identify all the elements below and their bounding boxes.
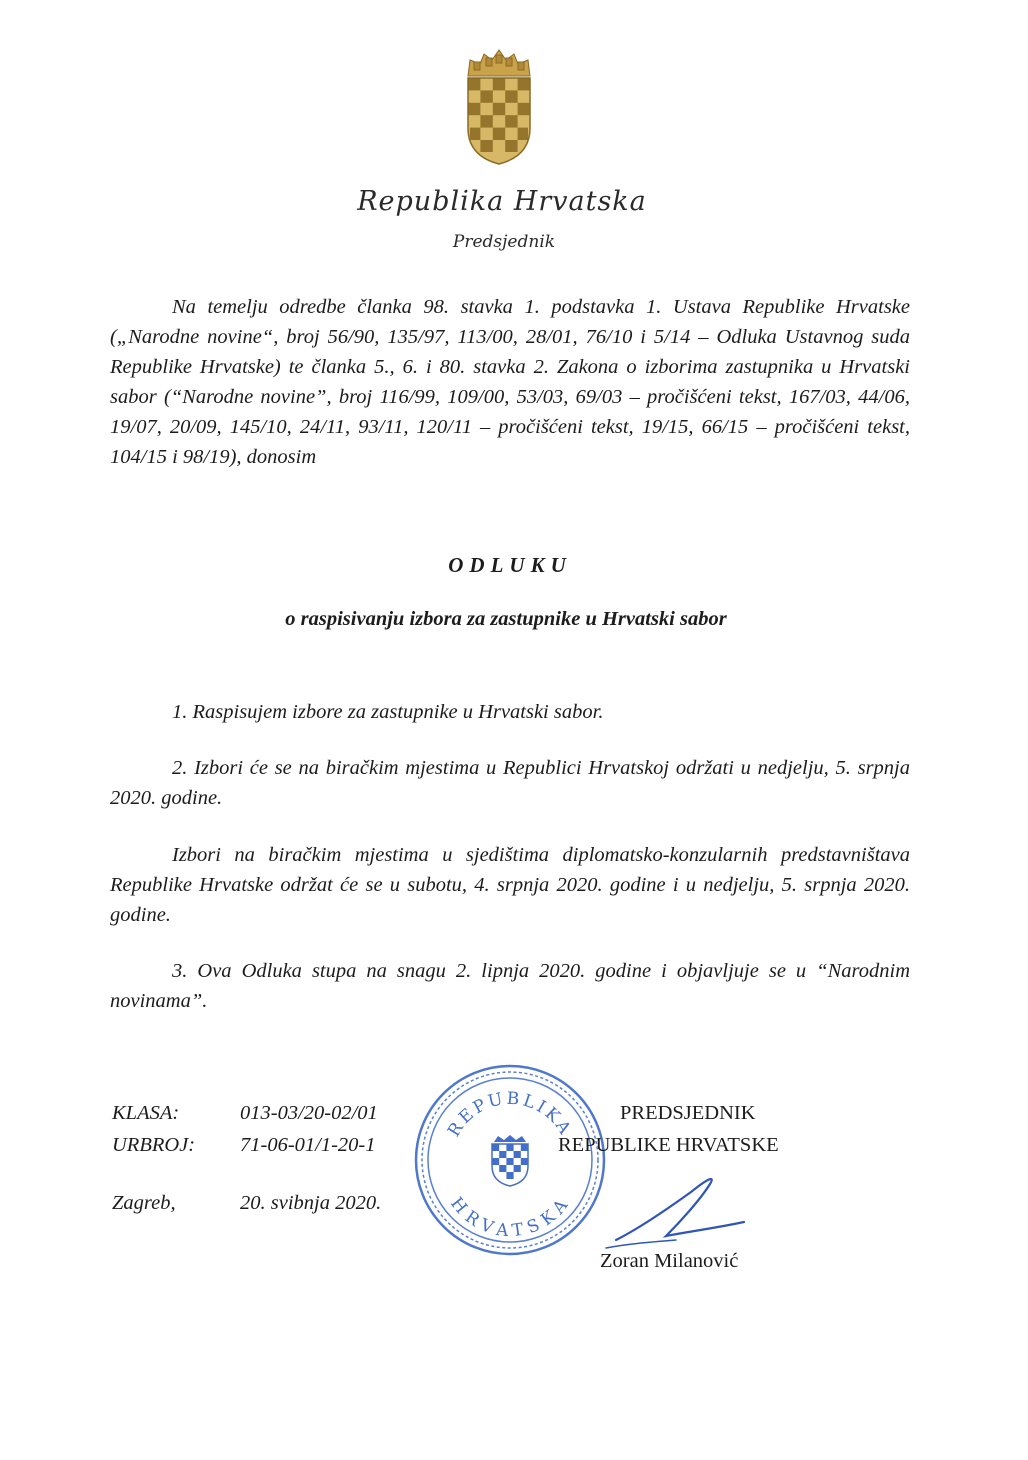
svg-text:HRVATSKA: [446, 1194, 574, 1242]
article-1: 1. Raspisujem izbore za zastupnike u Hrvatski sabor.: [172, 701, 604, 723]
place-label: Zagreb,: [112, 1192, 176, 1214]
signatory-title-line2: REPUBLIKE HRVATSKE: [558, 1134, 779, 1156]
article-2-continued: Izbori na biračkim mjestima u sjedištima diplomatsko-konzularnih predstavništava Republike Hrvatske održat će se u subotu, 4. srpnja 2020. godine i u nedjelju, 5. srpnja 2020. godine.: [110, 844, 910, 926]
handwritten-signature-icon: [596, 1170, 746, 1260]
letterhead-title: Republika Hrvatska: [357, 186, 647, 217]
seal-text-bottom: HRVATSKA: [446, 1193, 574, 1242]
official-seal-icon: [412, 1062, 608, 1258]
preamble-paragraph: Na temelju odredbe članka 98. stavka 1. podstavka 1. Ustava Republike Hrvatske („Narodne novine“, broj 56/90, 135/97, 113/00, 28/01, 76/10 i 5/14 – Odluka Ustavnog suda Republike Hrvatske) te članka 5., 6. i 80. stavka 2. Zakona o izborima zastupnika u Hrvatski sabor (“Narodne novine”, broj 116/99, 109/00, 53/03, 69/03 – pročišćeni tekst, 167/03, 44/06, 19/07, 20/09, 145/10, 24/11, 93/11, 120/11 – pročišćeni tekst, 19/15, 66/15 – pročišćeni tekst, 104/15 i 98/19), donosim: [110, 296, 910, 468]
letterhead-subtitle: Predsjednik: [452, 232, 556, 252]
date-value: 20. svibnja 2020.: [240, 1192, 382, 1214]
decision-title: ODLUKU: [448, 553, 572, 577]
svg-text:REPUBLIKA: [444, 1089, 576, 1141]
urbroj-value: 71-06-01/1-20-1: [240, 1134, 376, 1156]
article-3: 3. Ova Odluka stupa na snagu 2. lipnja 2020. godine i objavljuje se u “Narodnim novinama”.: [110, 960, 910, 1012]
decision-subtitle: o raspisivanju izbora za zastupnike u Hrvatski sabor: [285, 608, 727, 630]
article-2: 2. Izbori će se na biračkim mjestima u Republici Hrvatskoj održati u nedjelju, 5. srpnja 2020. godine.: [110, 757, 910, 809]
coat-of-arms-icon: [462, 46, 536, 168]
klasa-label: KLASA:: [112, 1102, 180, 1124]
urbroj-label: URBROJ:: [112, 1134, 196, 1156]
klasa-value: 013-03/20-02/01: [240, 1102, 378, 1124]
seal-text-top: REPUBLIKA: [444, 1088, 576, 1141]
signatory-title-line1: PREDSJEDNIK: [620, 1102, 756, 1124]
signatory-name: Zoran Milanović: [600, 1250, 739, 1272]
